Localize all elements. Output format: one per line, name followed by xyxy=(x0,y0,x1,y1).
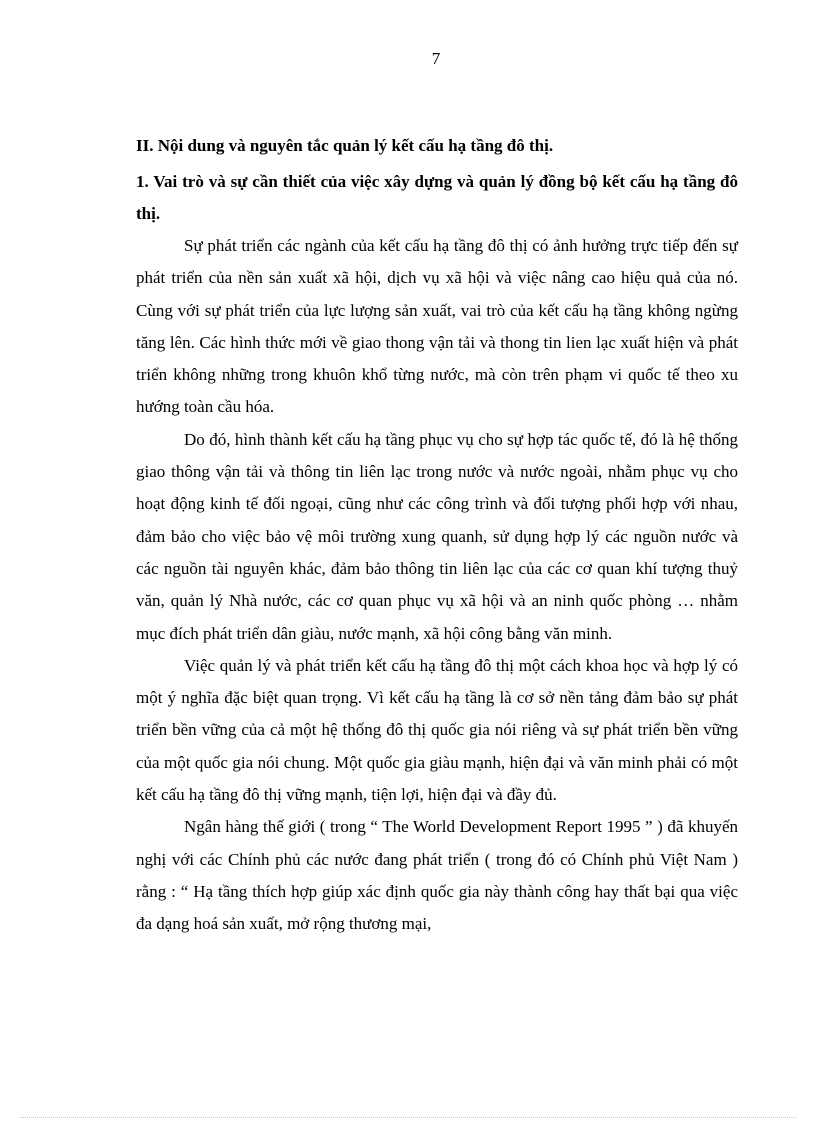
page-number: 7 xyxy=(431,49,441,68)
paragraph: Ngân hàng thế giới ( trong “ The World Development Report 1995 ” ) đã khuyến nghị với các Chính phủ các nước đang phát triển ( trong đó có Chính phủ Việt Nam ) rằng : “ Hạ tầng thích hợp giúp xác định quốc gia này thành công hay thất bại qua việc đa dạng hoá sản xuất, mở rộng thương mại, xyxy=(136,817,738,934)
paragraph: Sự phát triển các ngành của kết cấu hạ tầng đô thị có ảnh hưởng trực tiếp đến sự phát triển của nền sản xuất xã hội, dịch vụ xã hội và việc nâng cao hiệu quả của nó. Cùng với sự phát triển của lực lượng sản xuất, vai trò của kết cấu hạ tầng không ngừng tăng lên. Các hình thức mới về giao thong vận tải và thong tin lien lạc xuất hiện và phát triển không những trong khuôn khổ từng nước, mà còn trên phạm vi quốc tế theo xu hướng toàn cầu hóa. xyxy=(136,236,738,417)
paragraph: Do đó, hình thành kết cấu hạ tầng phục vụ cho sự hợp tác quốc tế, đó là hệ thống giao thông vận tải và thông tin liên lạc trong nước và nước ngoài, nhằm phục vụ cho hoạt động kinh tế đối ngoại, cũng như các công trình và đối tượng phối hợp với nhau, đảm bảo cho việc bảo vệ môi trường xung quanh, sử dụng hợp lý các nguồn nước và các nguồn tài nguyên khác, đảm bảo thông tin liên lạc của các cơ quan khí tượng thuỷ văn, quản lý Nhà nước, các cơ quan phục vụ xã hội và an ninh quốc phòng … nhằm mục đích phát triển dân giàu, nước mạnh, xã hội công bằng văn minh. xyxy=(136,429,738,643)
paragraph: Việc quản lý và phát triển kết cấu hạ tầng đô thị một cách khoa học và hợp lý có một ý nghĩa đặc biệt quan trọng. Vì kết cấu hạ tầng là cơ sở nền tảng đảm bảo sự phát triển bền vững của cả một hệ thống đô thị quốc gia nói riêng và sự phát triển bền vững của một quốc gia nói chung. Một quốc gia giàu mạnh, hiện đại và văn minh phải có một kết cấu hạ tầng đô thị vững mạnh, tiện lợi, hiện đại và đầy đủ. xyxy=(136,655,738,805)
subsection-heading: 1. Vai trò và sự cần thiết của việc xây dựng và quản lý đồng bộ kết cấu hạ tầng đô thị. xyxy=(136,172,738,223)
section-heading: II. Nội dung và nguyên tắc quản lý kết cấu hạ tầng đô thị. xyxy=(136,136,554,155)
document-body xyxy=(136,130,738,941)
page-bottom-divider xyxy=(20,1117,796,1118)
